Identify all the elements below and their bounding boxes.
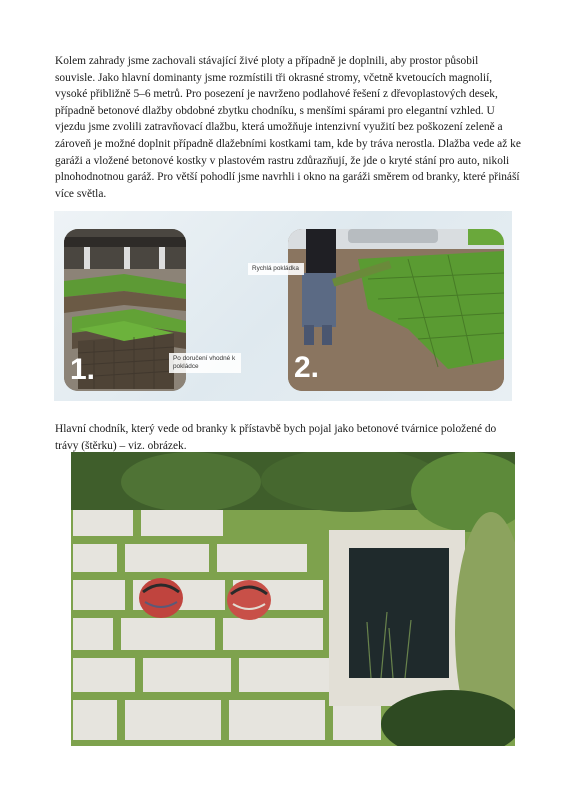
turf-laying-photo [288,229,504,391]
step-1-number: 1. [70,353,96,386]
step-1-caption: Po doručení vhodné k pokládce [169,353,241,373]
turf-laying-illustration [288,229,504,391]
garden-path-illustration [71,452,515,746]
intro-paragraph: Kolem zahrady jsme zachovali stávající živé ploty a případně je doplnili, aby prostor působil souvisle. Jako hlavní dominanty jsme rozmístili tři okrasné stromy, včetně kvetoucích magnolií, vysoké přibližně 5–6 metrů. Pro posezení je navrženo podlahové řešení z dřevoplastových desek, případně betonové dlažby obdobné zbytku chodníku, s menšími spárami pro elegantní vzhled. U vjezdu jsme zvolili zatravňovací dlažbu, která umožňuje intenzivní využití bez poškození zeleně a zároveň je možné doplnit případně dlažebními kostkami tam, kde by tráva nerostla. Dlažba vede až ke garáži a vložené betonové kostky v plastovém rastru zdůrazňují, že jde o kryté stání pro auto, nikoli plnohodnotnou garáž. Pro větší pohodlí jsme navrhli i okno na garáži směrem od branky, které přináší více světla. [55,55,521,200]
step-2-caption: Rychlá pokládka [248,263,304,275]
turf-installation-figure [54,211,512,401]
path-paragraph: Hlavní chodník, který vede od branky k přístavbě bych pojal jako betonové tvárnice položené do trávy (štěrku) – viz. obrázek. [55,423,497,452]
turf-pallets-photo [64,229,186,391]
garden-path-photo [71,452,515,746]
step-2-number: 2. [294,351,320,384]
